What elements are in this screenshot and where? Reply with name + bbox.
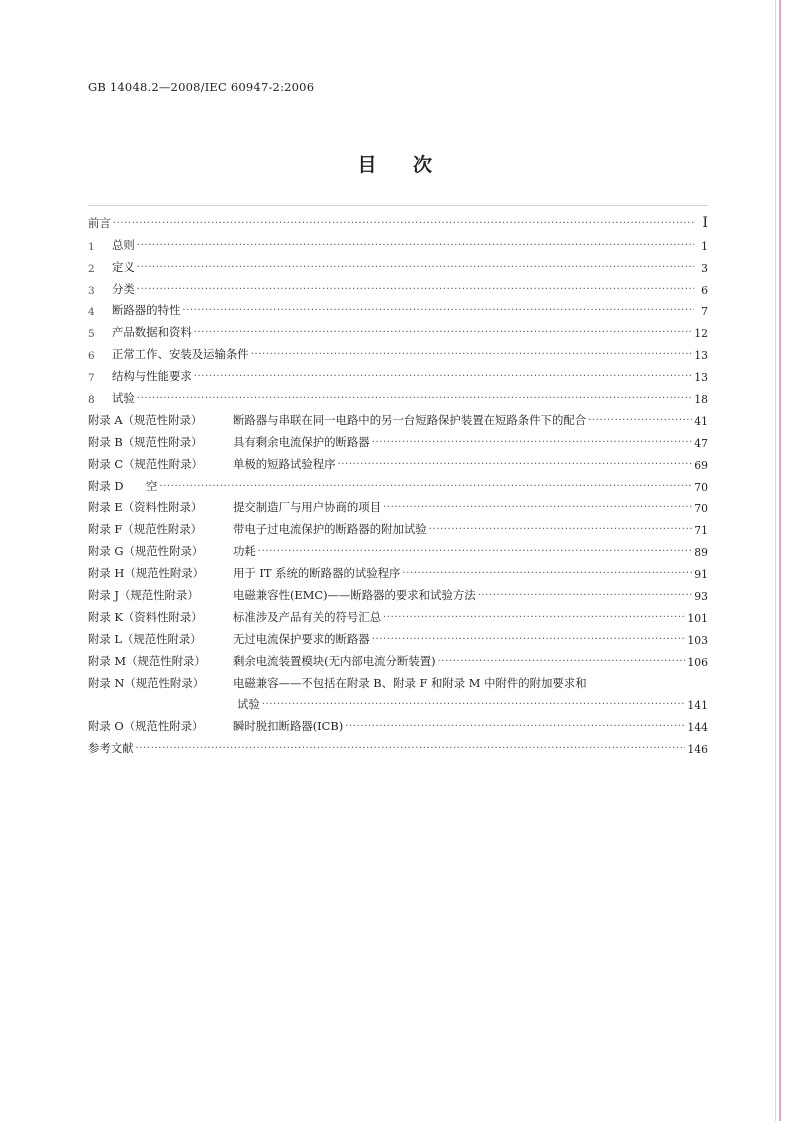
toc-annex-label: 附录 A（规范性附录） <box>88 412 203 427</box>
title-part-2: 次 <box>413 154 433 176</box>
toc-number: 2 <box>88 262 95 275</box>
toc-leader-dots <box>383 613 685 625</box>
toc-label: 前言 <box>88 215 111 230</box>
toc-page: 103 <box>687 633 708 647</box>
toc-annex-label: 附录 J（规范性附录） <box>88 588 199 603</box>
toc-entry-5[interactable] <box>88 318 708 340</box>
toc-page: 70 <box>694 480 708 494</box>
toc-label: 分类 <box>112 281 135 296</box>
toc-label: 电磁兼容性(EMC)——断路器的要求和试验方法 <box>233 588 476 603</box>
standard-number: GB 14048.2—2008/IEC 60947-2:2006 <box>88 80 315 94</box>
toc-leader-dots <box>194 372 693 384</box>
toc-label: 无过电流保护要求的断路器 <box>233 631 370 646</box>
toc-leader-dots <box>258 547 692 559</box>
toc-entry-annex-g[interactable] <box>88 537 708 559</box>
toc-leader-dots <box>345 722 685 734</box>
toc-entry-2[interactable] <box>88 253 708 275</box>
toc-leader-dots <box>182 306 694 318</box>
toc-annex-label: 附录 F（规范性附录） <box>88 522 203 537</box>
toc-number: 6 <box>88 350 95 363</box>
toc-entry-annex-b[interactable] <box>88 428 708 450</box>
toc-label: 定义 <box>112 259 135 274</box>
toc-page: 70 <box>694 502 708 516</box>
toc-page: 93 <box>694 590 708 604</box>
toc-entry-4[interactable] <box>88 297 708 319</box>
toc-entry-foreword[interactable] <box>88 209 708 231</box>
toc-page: 12 <box>694 327 708 341</box>
toc-number: 7 <box>88 372 95 385</box>
toc-entry-annex-l[interactable] <box>88 625 708 647</box>
toc-leader-dots <box>136 744 686 756</box>
toc-annex-label: 附录 M（规范性附录） <box>88 653 206 668</box>
toc-entry-annex-e[interactable] <box>88 494 708 516</box>
toc-label: 具有剩余电流保护的断路器 <box>233 434 370 449</box>
toc-entry-annex-m[interactable] <box>88 647 708 669</box>
toc-page: 71 <box>694 524 708 538</box>
toc-annex-label: 附录 D <box>88 478 124 493</box>
toc-leader-dots <box>137 285 694 297</box>
toc-annex-label: 附录 E（资料性附录） <box>88 500 203 515</box>
toc-annex-label: 附录 O（规范性附录） <box>88 719 204 734</box>
toc-label: 产品数据和资料 <box>112 325 192 340</box>
toc-leader-dots <box>251 350 693 362</box>
toc-number: 5 <box>88 328 95 341</box>
toc-annex-label: 附录 G（规范性附录） <box>88 544 204 559</box>
toc-annex-label: 附录 B（规范性附录） <box>88 434 203 449</box>
toc-page: 91 <box>694 568 708 582</box>
toc-number: 1 <box>88 240 95 253</box>
toc-label: 功耗 <box>233 544 256 559</box>
title-rule <box>88 205 708 206</box>
toc-label: 空 <box>146 478 158 493</box>
toc-entry-annex-j[interactable] <box>88 581 708 603</box>
toc-leader-dots <box>588 416 692 428</box>
toc-entry-annex-n-cont[interactable] <box>88 691 708 713</box>
toc-page: 141 <box>687 699 708 713</box>
toc-annex-label: 附录 L（规范性附录） <box>88 631 202 646</box>
toc-entry-annex-a[interactable] <box>88 406 708 428</box>
toc-page: 47 <box>694 436 708 450</box>
toc-entry-annex-c[interactable] <box>88 450 708 472</box>
table-of-contents <box>88 209 708 756</box>
toc-page: 18 <box>694 393 708 407</box>
toc-leader-dots <box>402 569 692 581</box>
toc-leader-dots <box>262 700 686 712</box>
toc-leader-dots <box>383 503 692 515</box>
toc-label: 单极的短路试验程序 <box>233 456 336 471</box>
toc-entry-annex-f[interactable] <box>88 515 708 537</box>
toc-label: 用于 IT 系统的断路器的试验程序 <box>233 566 401 581</box>
toc-label: 断路器与串联在同一电路中的另一台短路保护装置在短路条件下的配合 <box>233 412 587 427</box>
toc-label: 标准涉及产品有关的符号汇总 <box>233 609 382 624</box>
toc-label: 试验 <box>237 697 260 712</box>
toc-entry-annex-d[interactable] <box>88 472 708 494</box>
toc-leader-dots <box>137 394 692 406</box>
toc-label: 剩余电流装置模块(无内部电流分断装置) <box>233 653 436 668</box>
toc-page: 7 <box>701 305 708 319</box>
page-title <box>0 150 790 177</box>
toc-page: 3 <box>701 261 708 275</box>
toc-label: 结构与性能要求 <box>112 369 192 384</box>
toc-leader-dots <box>338 460 693 472</box>
toc-entry-bibliography[interactable] <box>88 734 708 756</box>
toc-label: 电磁兼容——不包括在附录 B、附录 F 和附录 M 中附件的附加要求和 <box>233 675 587 690</box>
toc-leader-dots <box>372 635 686 647</box>
toc-page: 69 <box>694 458 708 472</box>
toc-label: 参考文献 <box>88 741 134 756</box>
title-part-1: 目 <box>357 154 377 176</box>
toc-page: 106 <box>687 655 708 669</box>
toc-number: 4 <box>88 306 95 319</box>
toc-number: 8 <box>88 394 95 407</box>
toc-entry-3[interactable] <box>88 275 708 297</box>
toc-page: 1 <box>701 239 708 253</box>
toc-label: 断路器的特性 <box>112 303 181 318</box>
toc-label: 正常工作、安装及运输条件 <box>112 347 249 362</box>
toc-leader-dots <box>478 591 693 603</box>
toc-leader-dots <box>438 657 686 669</box>
toc-label: 试验 <box>112 391 135 406</box>
toc-annex-label: 附录 K（资料性附录） <box>88 609 203 624</box>
toc-entry-annex-o[interactable] <box>88 712 708 734</box>
toc-leader-dots <box>194 328 693 340</box>
toc-entry-1[interactable] <box>88 231 708 253</box>
toc-page: 41 <box>694 414 708 428</box>
toc-entry-annex-k[interactable] <box>88 603 708 625</box>
toc-page: I <box>702 214 708 231</box>
toc-leader-dots <box>429 525 693 537</box>
toc-annex-label: 附录 C（规范性附录） <box>88 456 203 471</box>
toc-entry-annex-h[interactable] <box>88 559 708 581</box>
toc-label: 总则 <box>112 237 135 252</box>
toc-page: 101 <box>687 611 708 625</box>
toc-label: 瞬时脱扣断路器(ICB) <box>233 719 344 734</box>
toc-page: 6 <box>701 283 708 297</box>
toc-entry-7[interactable] <box>88 362 708 384</box>
toc-annex-label: 附录 N（规范性附录） <box>88 675 205 690</box>
toc-page: 144 <box>687 721 708 735</box>
toc-page: 13 <box>694 349 708 363</box>
toc-entry-8[interactable] <box>88 384 708 406</box>
toc-page: 13 <box>694 371 708 385</box>
toc-annex-label: 附录 H（规范性附录） <box>88 566 205 581</box>
toc-entry-annex-n[interactable] <box>88 669 708 691</box>
toc-leader-dots <box>137 241 694 253</box>
toc-leader-dots <box>113 219 694 231</box>
toc-leader-dots <box>137 263 694 275</box>
toc-page: 146 <box>687 743 708 757</box>
toc-leader-dots <box>372 438 693 450</box>
toc-number: 3 <box>88 284 95 297</box>
toc-entry-6[interactable] <box>88 340 708 362</box>
toc-page: 89 <box>694 546 708 560</box>
toc-leader-dots <box>159 482 692 494</box>
toc-label: 提交制造厂与用户协商的项目 <box>233 500 382 515</box>
toc-label: 带电子过电流保护的断路器的附加试验 <box>233 522 427 537</box>
